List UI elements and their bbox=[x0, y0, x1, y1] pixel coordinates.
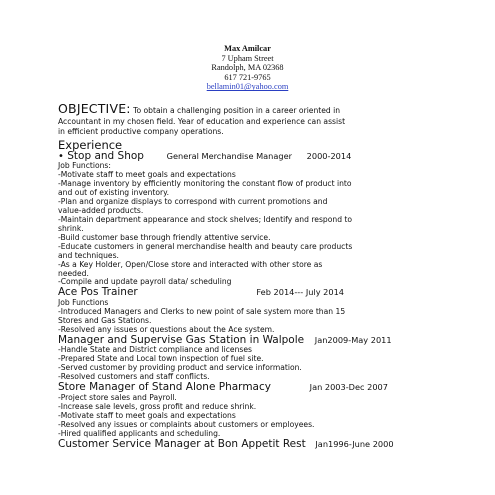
job-company: Ace Pos Trainer bbox=[58, 286, 138, 299]
job-title: General Merchandise Manager bbox=[166, 150, 292, 161]
job-line: shrink. bbox=[58, 223, 84, 233]
job-heading-bon-appetit bbox=[58, 439, 470, 451]
job-dates: Feb 2014--- July 2014 bbox=[256, 287, 344, 298]
job-line: -Manage inventory by efficiently monitoring the constant flow of product into bbox=[58, 179, 352, 188]
job-line: -Resolved any issues or complaints about customers or employees. bbox=[58, 419, 315, 429]
job-line: -Resolved any issues or questions about the Ace system. bbox=[58, 324, 275, 334]
job-line: -Served customer by providing product and service information. bbox=[58, 363, 302, 373]
job-line: value-added products. bbox=[58, 205, 144, 215]
street-address: 7 Upham Street bbox=[221, 53, 274, 63]
job-line: Job Functions: bbox=[58, 161, 111, 171]
job-line: Stores and Gas Stations. bbox=[58, 315, 152, 325]
job-company: Store Manager of Stand Alone Pharmacy bbox=[58, 381, 271, 394]
objective-text-3: in efficient productive company operations. bbox=[58, 127, 224, 136]
job-dates: Jan1996-June 2000 bbox=[315, 438, 394, 449]
job-dates: Jan2009-May 2011 bbox=[314, 334, 392, 345]
job-line: -Motivate staff to meet goals and expectations bbox=[58, 410, 236, 420]
job-line: -Prepared State and Local town inspection of fuel site. bbox=[58, 354, 264, 364]
bullet-icon: • bbox=[58, 150, 64, 162]
resume-body bbox=[58, 101, 470, 450]
job-line: and out of existing inventory. bbox=[58, 187, 169, 197]
job-line: needed. bbox=[58, 268, 89, 278]
objective-text-1: To obtain a challenging position in a career oriented in bbox=[130, 106, 341, 115]
phone-number: 617 721-9765 bbox=[224, 72, 271, 82]
job-line: -Hired qualified applicants and scheduling. bbox=[58, 428, 221, 438]
job-line: -Handle State and District compliance and licenses bbox=[58, 345, 252, 355]
objective-text-2: Accountant in my chosen field. Year of education and experience can assist bbox=[58, 116, 346, 126]
job-line: -Build customer base through friendly attentive service. bbox=[58, 232, 271, 242]
job-line: Job Functions bbox=[58, 298, 109, 308]
contact-header bbox=[0, 44, 495, 92]
city-state-zip: Randolph, MA 02368 bbox=[211, 63, 284, 73]
job-line: -Compile and update payroll data/ scheduling bbox=[58, 277, 232, 287]
job-line: -Increase sale levels, gross profit and reduce shrink. bbox=[58, 401, 257, 411]
job-line: -Motivate staff to meet goals and expectations bbox=[58, 170, 236, 180]
job-line: -Introduced Managers and Clerks to new point of sale system more than 15 bbox=[58, 306, 346, 316]
experience-heading: Experience bbox=[58, 137, 123, 152]
objective-label: OBJECTIVE: bbox=[58, 101, 131, 116]
email-link[interactable]: bellamin01@yahoo.com bbox=[206, 82, 289, 92]
job-line: -Maintain department appearance and stock shelves; Identify and respond to bbox=[58, 214, 353, 224]
job-line: and techniques. bbox=[58, 250, 119, 260]
job-line: -Plan and organize displays to correspond with current promotions and bbox=[58, 196, 328, 206]
objective-section bbox=[58, 101, 470, 138]
job-line: -As a Key Holder, Open/Close store and interacted with other store as bbox=[58, 259, 323, 269]
job-company: Customer Service Manager at Bon Appetit Rest bbox=[58, 437, 306, 450]
job-company: Stop and Shop bbox=[67, 149, 144, 162]
job-dates: 2000-2014 bbox=[306, 150, 352, 161]
job-line: -Project store sales and Payroll. bbox=[58, 392, 177, 402]
job-line: -Educate customers in general merchandise health and beauty care products bbox=[58, 241, 353, 251]
job-line: -Resolved customers and staff conflicts. bbox=[58, 372, 210, 382]
job-heading-stop-and-shop bbox=[58, 151, 470, 163]
job-dates: Jan 2003-Dec 2007 bbox=[309, 382, 388, 393]
applicant-name: Max Amilcar bbox=[224, 44, 271, 53]
job-heading-ace-pos bbox=[58, 287, 470, 299]
job-company: Manager and Supervise Gas Station in Walpole bbox=[58, 333, 305, 346]
